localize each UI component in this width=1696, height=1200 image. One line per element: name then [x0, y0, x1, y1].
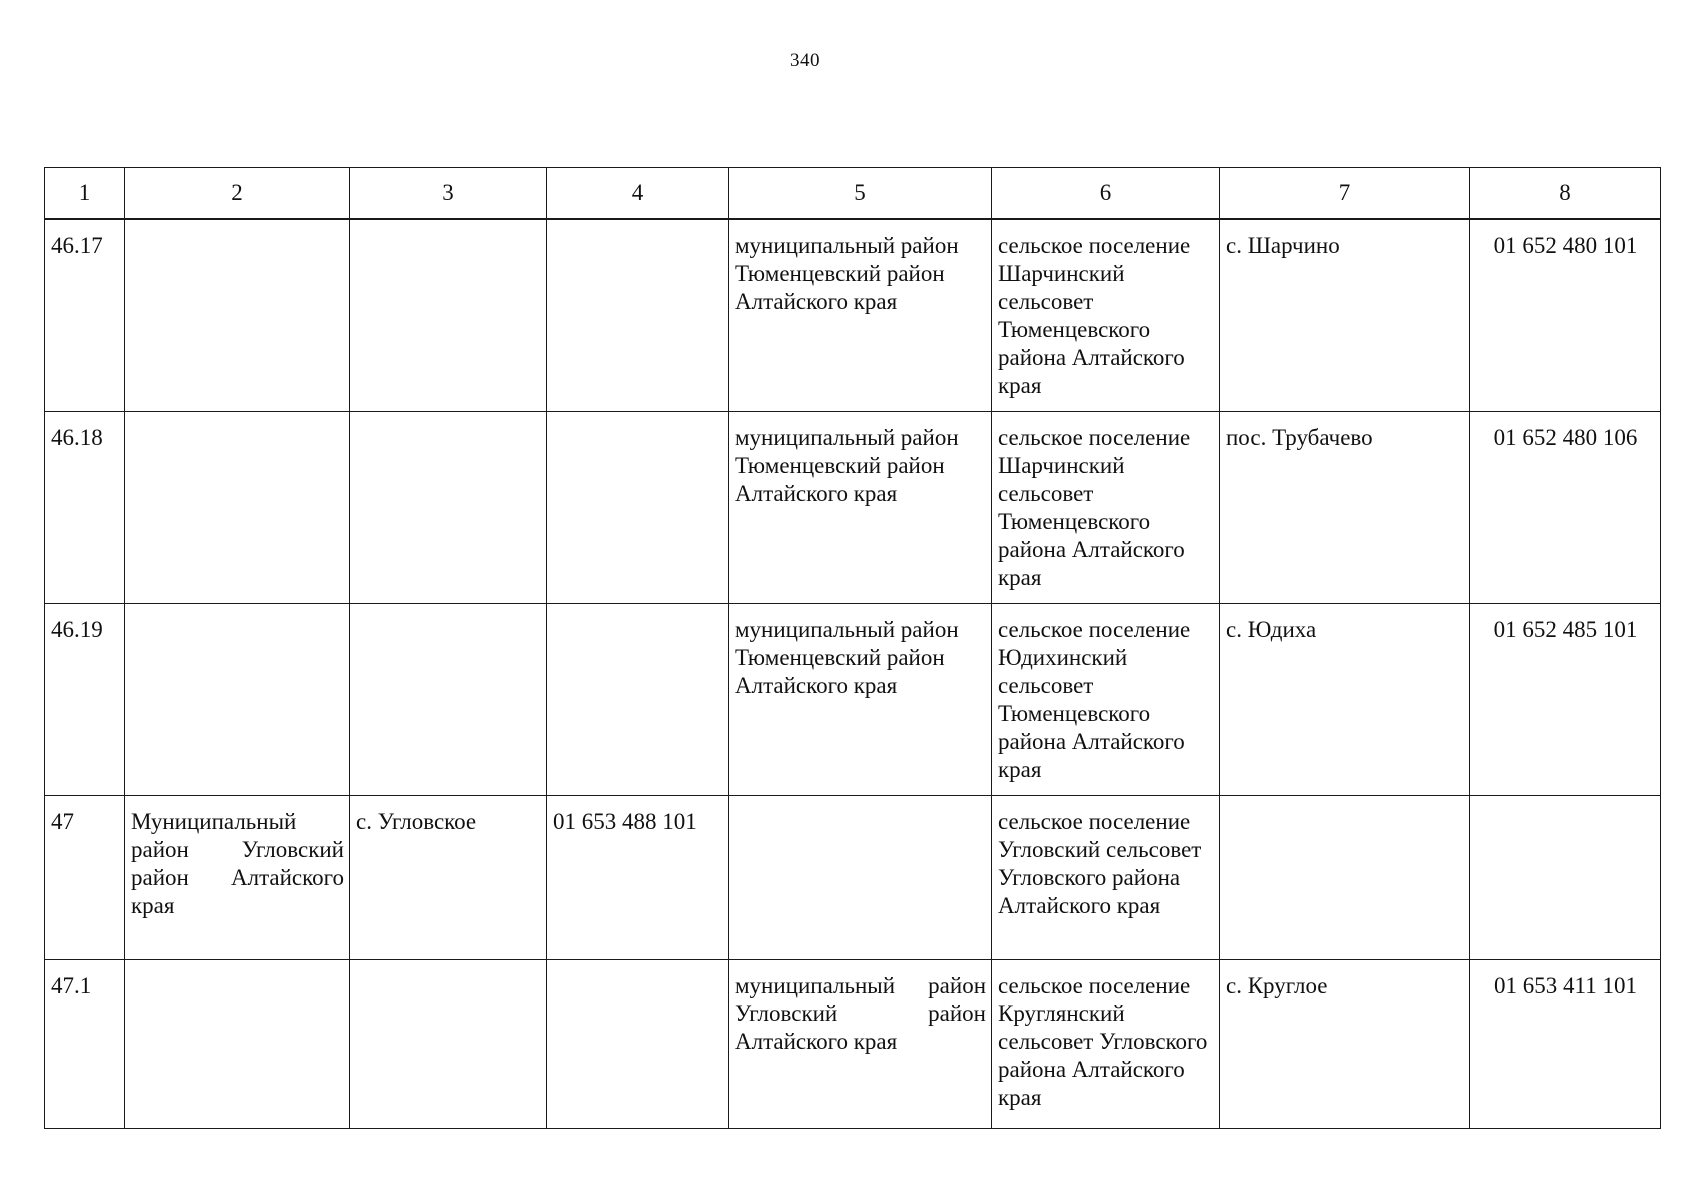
- settlement-code: [1470, 796, 1661, 960]
- row-number: 46.19: [45, 604, 125, 796]
- settlement: сельское поселение Шарчинский сельсовет Тюменцевского района Алтайского края: [992, 412, 1220, 604]
- parent-district: муниципальный район Тюменцевский район Алтайского края: [729, 412, 992, 604]
- settlement-code: 01 652 480 101: [1470, 219, 1661, 412]
- settlement-code: 01 652 485 101: [1470, 604, 1661, 796]
- municipal-district: [125, 412, 350, 604]
- parent-district: муниципальный район Угловский район Алтайского края: [729, 960, 992, 1129]
- parent-district: [729, 796, 992, 960]
- settlement: сельское поселение Угловский сельсовет Угловского района Алтайского края: [992, 796, 1220, 960]
- admin-center: с. Угловское: [350, 796, 547, 960]
- header-col-6: 6: [992, 168, 1220, 220]
- settlement-center: с. Юдиха: [1220, 604, 1470, 796]
- parent-district: муниципальный район Тюменцевский район Алтайского края: [729, 604, 992, 796]
- header-col-1: 1: [45, 168, 125, 220]
- header-col-4: 4: [547, 168, 729, 220]
- district-code: [547, 219, 729, 412]
- table-row: [45, 604, 1661, 796]
- municipal-district: [125, 604, 350, 796]
- settlement-center: с. Круглое: [1220, 960, 1470, 1129]
- row-number: 47: [45, 796, 125, 960]
- header-col-2: 2: [125, 168, 350, 220]
- settlement-center: пос. Трубачево: [1220, 412, 1470, 604]
- settlement: сельское поселение Круглянский сельсовет Угловского района Алтайского края: [992, 960, 1220, 1129]
- district-code: 01 653 488 101: [547, 796, 729, 960]
- row-number: 46.17: [45, 219, 125, 412]
- admin-center: [350, 960, 547, 1129]
- parent-district: муниципальный район Тюменцевский район Алтайского края: [729, 219, 992, 412]
- admin-center: [350, 604, 547, 796]
- header-col-5: 5: [729, 168, 992, 220]
- settlement-center: [1220, 796, 1470, 960]
- table-row: [45, 219, 1661, 412]
- municipal-district: [125, 219, 350, 412]
- settlement-center: с. Шарчино: [1220, 219, 1470, 412]
- district-code: [547, 604, 729, 796]
- header-col-8: 8: [1470, 168, 1661, 220]
- settlement: сельское поселение Юдихинский сельсовет Тюменцевского района Алтайского края: [992, 604, 1220, 796]
- header-col-3: 3: [350, 168, 547, 220]
- table-row: [45, 796, 1661, 960]
- table-row: [45, 412, 1661, 604]
- municipal-district: Муниципальный район Угловский район Алтайского края: [125, 796, 350, 960]
- table-row: [45, 960, 1661, 1129]
- settlement-code: 01 652 480 106: [1470, 412, 1661, 604]
- municipal-registry-table: [44, 167, 1661, 1129]
- row-number: 46.18: [45, 412, 125, 604]
- page-number: 340: [790, 50, 820, 71]
- table-header-row: [45, 168, 1661, 220]
- admin-center: [350, 219, 547, 412]
- row-number: 47.1: [45, 960, 125, 1129]
- admin-center: [350, 412, 547, 604]
- district-code: [547, 412, 729, 604]
- header-col-7: 7: [1220, 168, 1470, 220]
- municipal-district: [125, 960, 350, 1129]
- settlement-code: 01 653 411 101: [1470, 960, 1661, 1129]
- settlement: сельское поселение Шарчинский сельсовет Тюменцевского района Алтайского края: [992, 219, 1220, 412]
- district-code: [547, 960, 729, 1129]
